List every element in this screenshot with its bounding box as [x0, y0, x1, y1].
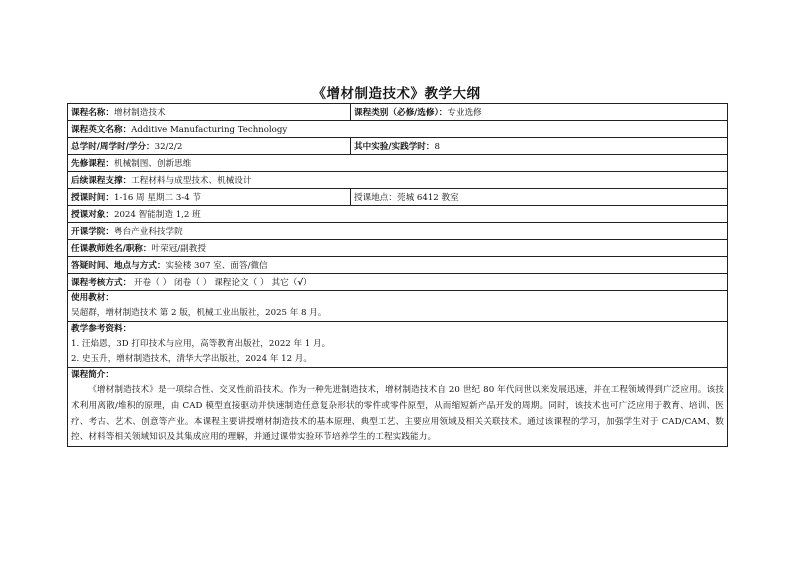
course-type-label: 课程类别（必修/选修）： — [354, 108, 448, 118]
row-schedule — [68, 189, 728, 206]
followup-cell — [68, 172, 728, 189]
check-icon: √ — [297, 278, 304, 288]
textbook-value: 吴超群，增材制造技术 第 2 版，机械工业出版社，2025 年 8 月。 — [71, 308, 327, 318]
teacher-value: 叶荣冠/副教授 — [151, 244, 206, 254]
row-prereq — [68, 155, 728, 172]
row-qa — [68, 257, 728, 274]
row-exam — [68, 274, 728, 291]
reference-item: 1. 汪焰恩，3D 打印技术与应用，高等教育出版社，2022 年 1 月。 — [71, 339, 331, 349]
qa-value: 实验楼 307 室、面答/微信 — [165, 261, 268, 271]
reference-item: 2. 史玉升，增材制造技术，清华大学出版社，2024 年 12 月。 — [71, 354, 312, 364]
textbook-label: 使用教材： — [71, 293, 114, 303]
row-audience — [68, 206, 728, 223]
exam-option-closed-book-close: ） — [202, 278, 212, 288]
exam-label: 课程考核方式： — [71, 278, 132, 288]
row-intro — [68, 368, 728, 447]
lab-hours-cell — [351, 138, 728, 155]
location-cell — [351, 189, 728, 206]
row-followup — [68, 172, 728, 189]
schedule-value: 1-16 周 星期二 3-4 节 — [113, 193, 202, 203]
teacher-label: 任课教师姓名/职称： — [71, 244, 152, 254]
college-cell — [68, 223, 728, 240]
audience-label: 授课对象： — [71, 210, 114, 220]
exam-option-other[interactable] — [272, 278, 312, 288]
row-textbook — [68, 291, 728, 322]
exam-option-closed-book-text: 闭卷（ — [174, 278, 200, 288]
followup-value: 工程材料与成型技术、机械设计 — [131, 176, 252, 186]
course-type-cell — [351, 104, 728, 121]
row-references — [68, 322, 728, 368]
textbook-cell — [68, 291, 728, 322]
location-value: 莞城 6412 教室 — [396, 193, 459, 203]
row-hours — [68, 138, 728, 155]
references-cell — [68, 322, 728, 368]
row-college — [68, 223, 728, 240]
page-title: 《增材制造技术》教学大纲 — [312, 86, 481, 102]
course-name-cell — [68, 104, 351, 121]
row-teacher — [68, 240, 728, 257]
lab-hours-label: 其中实验/实践学时： — [354, 142, 435, 152]
exam-option-paper[interactable] — [214, 278, 269, 288]
row-course-name — [68, 104, 728, 121]
schedule-cell — [68, 189, 351, 206]
exam-option-closed-book[interactable] — [174, 278, 211, 288]
prereq-label: 先修课程： — [71, 159, 114, 169]
exam-option-paper-close: ） — [260, 278, 269, 288]
teacher-cell — [68, 240, 728, 257]
course-name-label: 课程名称： — [71, 108, 114, 118]
audience-value: 2024 智能制造 1,2 班 — [113, 210, 201, 220]
qa-label: 答疑时间、地点与方式： — [71, 261, 166, 271]
intro-label: 课程简介： — [71, 370, 114, 380]
english-name-label: 课程英文名称： — [71, 125, 132, 135]
college-value: 粤台产业科技学院 — [113, 227, 183, 237]
audience-cell — [68, 206, 728, 223]
exam-option-other-text: 其它（ — [271, 278, 298, 288]
hours-cell — [68, 138, 351, 155]
syllabus-table — [67, 103, 728, 447]
row-english-name — [68, 121, 728, 138]
references-label: 教学参考资料： — [71, 324, 132, 334]
location-label: 授课地点： — [354, 193, 397, 203]
hours-label: 总学时/周学时/学分： — [71, 142, 155, 152]
exam-cell — [68, 274, 728, 291]
intro-text: 《增材制造技术》是一项综合性、交叉性前沿技术。作为一种先进制造技术，增材制造技术自 20 世纪 80 年代问世以来发展迅速，并在工程领域得到广泛应用。该技术利用离散/堆积的原理，由 CAD 模型直接驱动并快速制造任意复杂形状的零件或零件原型，从而缩短新产品开发的周期。同时，该技术也可广泛应用于教育、培训、医疗、考古、艺术、创意等产业。本课程主要讲授增材制造技术的基本原理、典型工艺、主要应用领域及相关关联技术。通过该课程的学习，加强学生对于 CAD/CAM、数控、材料等相关领域知识及其集成应用的理解，并通过课带实验环节培养学生的工程实践能力。 — [71, 385, 724, 443]
english-name-cell — [68, 121, 728, 138]
course-name-value: 增材制造技术 — [113, 108, 166, 118]
exam-option-other-close: ） — [303, 278, 312, 288]
prereq-cell — [68, 155, 728, 172]
lab-hours-value: 8 — [434, 142, 440, 152]
college-label: 开课学院： — [71, 227, 114, 237]
exam-option-paper-text: 课程论文（ — [214, 278, 258, 288]
prereq-value: 机械制图、创新思维 — [113, 159, 192, 169]
course-type-value: 专业选修 — [447, 108, 482, 118]
exam-option-open-book-text: 开卷（ — [133, 278, 160, 288]
qa-cell — [68, 257, 728, 274]
exam-option-open-book-close: ） — [162, 278, 172, 288]
english-name-value: Additive Manufacturing Technology — [131, 125, 288, 135]
intro-cell — [68, 368, 728, 447]
followup-label: 后续课程支撑： — [71, 176, 132, 186]
hours-value: 32/2/2 — [154, 142, 183, 152]
schedule-label: 授课时间： — [71, 193, 114, 203]
exam-option-open-book[interactable] — [134, 278, 171, 288]
